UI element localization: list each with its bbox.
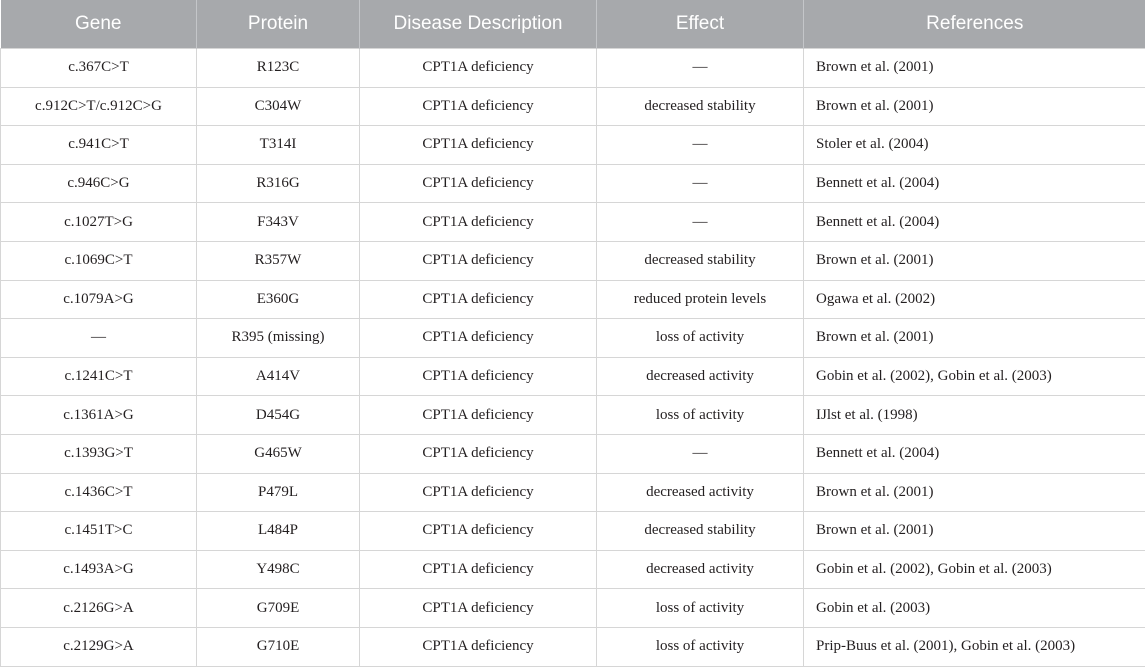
header-references: References [804,0,1145,49]
cell-disease-description: CPT1A deficiency [360,473,597,512]
cell-protein: F343V [197,203,360,242]
cell-protein: G709E [197,589,360,628]
cell-gene: c.1393G>T [1,434,197,473]
table-row [1,589,1145,628]
table-row [1,87,1145,126]
cell-disease-description: CPT1A deficiency [360,319,597,358]
cell-protein: R123C [197,49,360,88]
cell-effect: loss of activity [597,396,804,435]
table-row [1,550,1145,589]
cell-protein: T314I [197,126,360,165]
cell-effect: decreased stability [597,241,804,280]
cell-effect: decreased stability [597,87,804,126]
cell-gene: c.1079A>G [1,280,197,319]
table-row [1,203,1145,242]
cell-references: IJlst et al. (1998) [804,396,1145,435]
cell-protein: E360G [197,280,360,319]
cell-disease-description: CPT1A deficiency [360,434,597,473]
table-row [1,512,1145,551]
cell-gene: c.1241C>T [1,357,197,396]
cell-effect: — [597,434,804,473]
cell-effect: loss of activity [597,627,804,666]
cell-references: Bennett et al. (2004) [804,164,1145,203]
cell-references: Brown et al. (2001) [804,319,1145,358]
cell-protein: L484P [197,512,360,551]
cell-disease-description: CPT1A deficiency [360,357,597,396]
table-row [1,473,1145,512]
cell-disease-description: CPT1A deficiency [360,589,597,628]
cell-references: Gobin et al. (2002), Gobin et al. (2003) [804,357,1145,396]
cell-effect: — [597,126,804,165]
cell-references: Brown et al. (2001) [804,49,1145,88]
table-row [1,126,1145,165]
table-row [1,49,1145,88]
cell-references: Ogawa et al. (2002) [804,280,1145,319]
table-body [1,49,1145,667]
table-header [1,0,1145,49]
cell-effect: — [597,203,804,242]
cell-disease-description: CPT1A deficiency [360,49,597,88]
cell-gene: c.2129G>A [1,627,197,666]
cell-disease-description: CPT1A deficiency [360,627,597,666]
header-protein: Protein [197,0,360,49]
header-gene: Gene [1,0,197,49]
cell-protein: R357W [197,241,360,280]
cell-gene: c.1451T>C [1,512,197,551]
cell-disease-description: CPT1A deficiency [360,280,597,319]
cell-protein: Y498C [197,550,360,589]
cell-references: Bennett et al. (2004) [804,203,1145,242]
cell-protein: G710E [197,627,360,666]
cell-disease-description: CPT1A deficiency [360,241,597,280]
cell-gene: c.941C>T [1,126,197,165]
cell-references: Gobin et al. (2003) [804,589,1145,628]
cell-protein: R316G [197,164,360,203]
cell-gene: c.367C>T [1,49,197,88]
cell-disease-description: CPT1A deficiency [360,203,597,242]
cell-disease-description: CPT1A deficiency [360,87,597,126]
cell-protein: R395 (missing) [197,319,360,358]
cell-protein: P479L [197,473,360,512]
cell-protein: D454G [197,396,360,435]
cell-references: Brown et al. (2001) [804,512,1145,551]
cell-gene: — [1,319,197,358]
cell-gene: c.1027T>G [1,203,197,242]
table-row [1,280,1145,319]
cell-gene: c.1436C>T [1,473,197,512]
cell-gene: c.1361A>G [1,396,197,435]
header-row [1,0,1145,49]
cell-disease-description: CPT1A deficiency [360,512,597,551]
cell-effect: decreased activity [597,357,804,396]
table-row [1,357,1145,396]
cell-effect: decreased stability [597,512,804,551]
header-disease-description: Disease Description [360,0,597,49]
cell-disease-description: CPT1A deficiency [360,164,597,203]
table-row [1,319,1145,358]
cell-effect: loss of activity [597,319,804,358]
cell-effect: decreased activity [597,550,804,589]
cell-references: Brown et al. (2001) [804,473,1145,512]
table-row [1,396,1145,435]
table-row [1,434,1145,473]
cell-gene: c.946C>G [1,164,197,203]
table-row [1,627,1145,666]
cell-references: Brown et al. (2001) [804,241,1145,280]
cell-gene: c.1069C>T [1,241,197,280]
cell-effect: loss of activity [597,589,804,628]
cell-disease-description: CPT1A deficiency [360,550,597,589]
cell-disease-description: CPT1A deficiency [360,126,597,165]
table-row [1,241,1145,280]
cell-references: Stoler et al. (2004) [804,126,1145,165]
cell-protein: G465W [197,434,360,473]
cell-effect: — [597,164,804,203]
header-effect: Effect [597,0,804,49]
cell-gene: c.2126G>A [1,589,197,628]
cell-disease-description: CPT1A deficiency [360,396,597,435]
cell-references: Prip-Buus et al. (2001), Gobin et al. (2003) [804,627,1145,666]
cell-protein: A414V [197,357,360,396]
cell-effect: decreased activity [597,473,804,512]
cell-references: Gobin et al. (2002), Gobin et al. (2003) [804,550,1145,589]
cell-gene: c.1493A>G [1,550,197,589]
table-row [1,164,1145,203]
cell-effect: — [597,49,804,88]
cell-references: Brown et al. (2001) [804,87,1145,126]
cell-effect: reduced protein levels [597,280,804,319]
cell-protein: C304W [197,87,360,126]
cell-references: Bennett et al. (2004) [804,434,1145,473]
cell-gene: c.912C>T/c.912C>G [1,87,197,126]
